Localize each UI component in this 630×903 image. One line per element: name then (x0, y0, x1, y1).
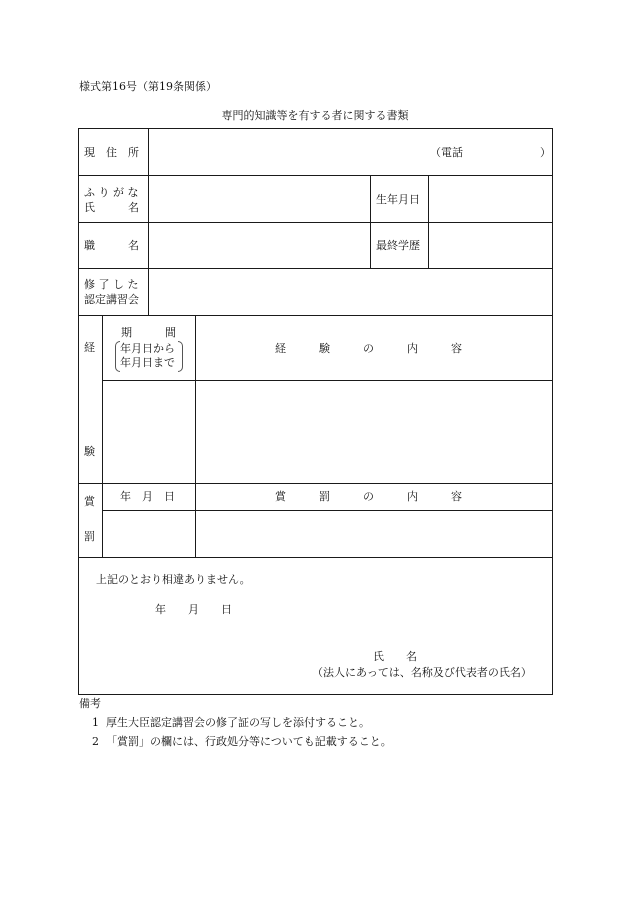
course-field[interactable] (149, 269, 552, 315)
declaration-statement: 上記のとおり相違ありません。 (96, 573, 251, 586)
education-field[interactable] (429, 223, 552, 268)
phone-close-paren: ） (540, 146, 551, 159)
name-field[interactable] (149, 176, 370, 222)
address-field[interactable] (149, 129, 552, 175)
experience-side-bottom: 験 (84, 445, 95, 458)
period-close-bracket (178, 341, 183, 372)
rewards-date-label: 年 月 日 (120, 490, 175, 503)
course-label-line1: 修 了 し た (84, 278, 139, 291)
position-label: 職 名 (84, 239, 139, 252)
page-title: 専門的知識等を有する者に関する書類 (221, 109, 409, 122)
signature-label: 氏 名 (373, 650, 417, 663)
form-number: 様式第16号（第19条関係） (79, 80, 217, 93)
furigana-label: ふ り が な (84, 186, 139, 199)
period-to: 年月日まで (120, 356, 175, 369)
note-number-2: 2 (92, 735, 99, 748)
address-label: 現 住 所 (84, 146, 139, 159)
birthdate-label: 生年月日 (376, 193, 420, 206)
experience-content-label: 経 験 の 内 容 (275, 342, 462, 355)
experience-content-field[interactable] (196, 381, 552, 483)
period-from: 年月日から (120, 342, 175, 355)
name-label: 氏 名 (84, 201, 139, 214)
course-label-line2: 認定講習会 (84, 293, 139, 306)
phone-label: （電話 (430, 146, 463, 159)
declaration-date: 年 月 日 (155, 603, 232, 616)
position-field[interactable] (149, 223, 370, 268)
rewards-content-field[interactable] (196, 511, 552, 557)
rewards-side-top: 賞 (84, 495, 95, 508)
notes-heading: 備考 (79, 697, 101, 710)
rewards-content-label: 賞 罰 の 内 容 (275, 490, 462, 503)
rewards-date-field[interactable] (103, 511, 195, 557)
note-text-1: 厚生大臣認定講習会の修了証の写しを添付すること。 (106, 716, 370, 729)
signature-note: （法人にあっては、名称及び代表者の氏名） (312, 666, 532, 679)
education-label: 最終学歴 (376, 239, 420, 252)
note-text-2: 「賞罰」の欄には、行政処分等についても記載すること。 (106, 735, 392, 748)
rewards-side-bottom: 罰 (84, 530, 95, 543)
experience-side-top: 経 (84, 341, 95, 354)
birthdate-field[interactable] (429, 176, 552, 222)
period-label: 期 間 (121, 326, 176, 339)
note-number-1: 1 (92, 716, 99, 729)
experience-period-field[interactable] (103, 381, 195, 483)
